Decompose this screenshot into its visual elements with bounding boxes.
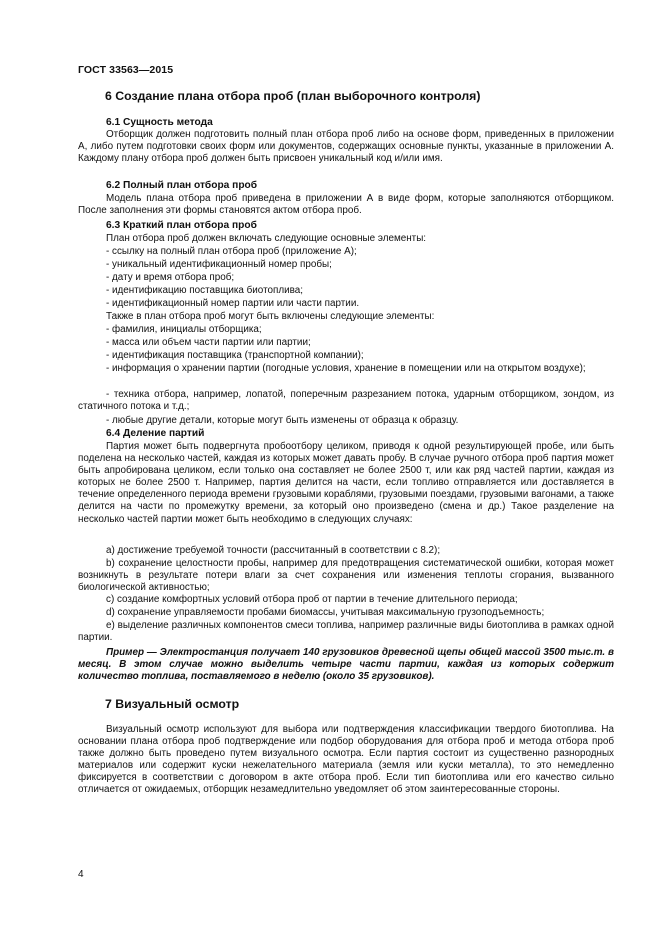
case-item: b) сохранение целостности пробы, например для предотвращения систематической ошибки, которая может возникнуть в результате потери влаги за счет сохранения или изменения теплоты сгорания, вызванного биологической активностью; bbox=[78, 558, 614, 594]
section-6-1-title: 6.1 Сущность метода bbox=[106, 117, 213, 128]
case-item: е) выделение различных компонентов смеси топлива, например различные виды биотоплива в рамках одной партии. bbox=[78, 620, 614, 644]
list-item: - техника отбора, например, лопатой, поперечным разрезанием потока, ударным отборщиком, зондом, из статичного потока и т.д.; bbox=[78, 389, 614, 413]
list-item: - дату и время отбора проб; bbox=[106, 272, 235, 283]
list-item: - идентификационный номер партии или части партии. bbox=[106, 298, 360, 309]
case-item: а) достижение требуемой точности (рассчитанный в соответствии с 8.2); bbox=[106, 545, 441, 556]
example-note: Пример — Электростанция получает 140 грузовиков древесной щепы общей массой 3500 тыс.т. в месяц. В этом случае можно выделить четыре части партии, каждая из которых содержит количество топлива, поставляемого в неделю (около 35 грузовиков). bbox=[78, 647, 614, 683]
list-item: - любые другие детали, которые могут быть изменены от образца к образцу. bbox=[106, 415, 459, 426]
list-item: - идентификацию поставщика биотоплива; bbox=[106, 285, 303, 296]
section-6-title: 6 Создание плана отбора проб (план выборочного контроля) bbox=[105, 89, 481, 103]
page-number: 4 bbox=[78, 869, 84, 880]
document-header: ГОСТ 33563—2015 bbox=[78, 64, 174, 76]
section-6-1-text: Отборщик должен подготовить полный план отбора проб либо на основе форм, приведенных в приложении А, либо путем подготовки своих форм или документов, содержащих основные пункты, указанные в приложении А. Каждому плану отбора проб должен быть присвоен уникальный код и/или имя. bbox=[78, 129, 614, 165]
section-7-title: 7 Визуальный осмотр bbox=[105, 697, 240, 711]
section-6-3-intro2: Также в план отбора проб могут быть включены следующие элементы: bbox=[106, 311, 435, 322]
list-item: - фамилия, инициалы отборщика; bbox=[106, 324, 262, 335]
case-item: с) создание комфортных условий отбора проб от партии в течение длительного периода; bbox=[106, 594, 518, 605]
section-7-text: Визуальный осмотр используют для выбора или подтверждения классификации твердого биотоплива. На основании плана отбора проб подтверждение или подбор оборудования для отбора проб и метода отбора проб также должно быть проведено путем визуального осмотра. Если партия состоит из существенно разнородных материалов или содержит куски нежелательного материала (земля или куски металла), то это немедленно фиксируется в соответствии с договором в акте отбора проб. Если тип биотоплива или его качество сильно отличается от ожидаемых, отборщик незамедлительно уведомляет об этом заинтересованные стороны. bbox=[78, 724, 614, 796]
section-6-4-text: Партия может быть подвергнута пробоотбору целиком, приводя к одной результирующей пробе, или быть поделена на несколько частей, каждая из которых может давать пробу. В случае ручного отбора проб партия может быть апробирована целиком, если только она составляет не более 2500 т, или как ряд частей партии, каждая из которых не более 2500 т. Например, партия делится на части, если топливо отправляется или доставляется в течение определенного периода времени грузовыми кораблями, грузовыми поездами, грузовыми вагонами, а также делится на части по промежутку времени, за который оно произведено (смена и др.) Такое разделение на несколько частей партии может быть необходимо в следующих случаях: bbox=[78, 441, 614, 525]
list-item: - информация о хранении партии (погодные условия, хранение в помещении или на открытом воздухе); bbox=[106, 363, 586, 374]
list-item: - уникальный идентификационный номер пробы; bbox=[106, 259, 332, 270]
list-item: - идентификация поставщика (транспортной компании); bbox=[106, 350, 364, 361]
list-item: - ссылку на полный план отбора проб (приложение А); bbox=[106, 246, 357, 257]
section-6-3-intro: План отбора проб должен включать следующие основные элементы: bbox=[106, 233, 427, 244]
list-item: - масса или объем части партии или партии; bbox=[106, 337, 311, 348]
section-6-2-text: Модель плана отбора проб приведена в приложении А в виде форм, которые заполняются отборщиком. После заполнения эти формы становятся актом отбора проб. bbox=[78, 193, 614, 217]
section-6-2-title: 6.2 Полный план отбора проб bbox=[106, 180, 258, 191]
section-6-3-title: 6.3 Краткий план отбора проб bbox=[106, 220, 257, 231]
case-item: d) сохранение управляемости пробами биомассы, учитывая максимальную грузоподъемность; bbox=[106, 607, 545, 618]
section-6-4-title: 6.4 Деление партий bbox=[106, 428, 205, 439]
